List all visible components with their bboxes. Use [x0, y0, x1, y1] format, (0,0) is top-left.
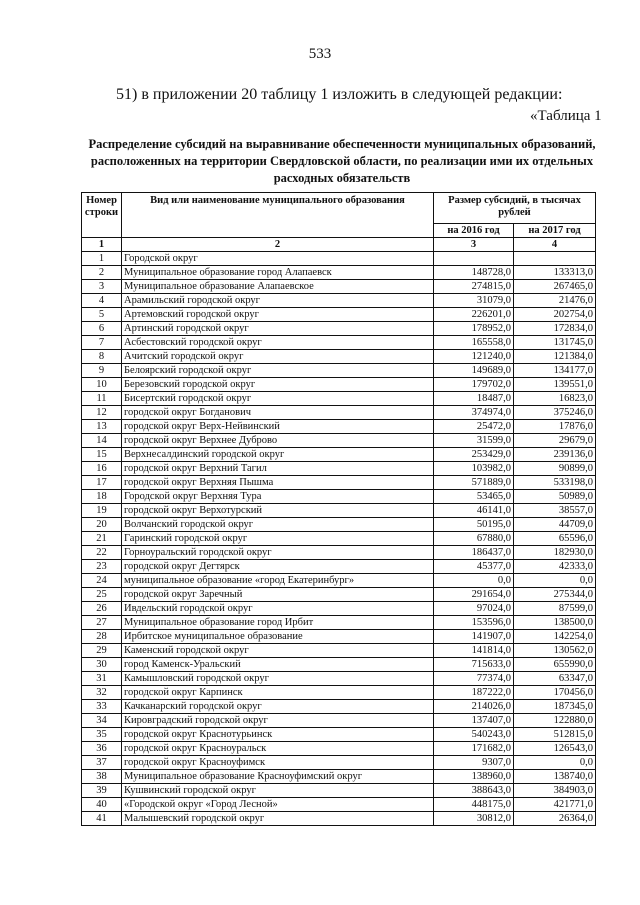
row-number-cell: 32 — [82, 686, 122, 700]
subsidy-2016-cell: 253429,0 — [434, 448, 514, 462]
subsidy-2016-cell: 141907,0 — [434, 630, 514, 644]
subsidy-2016-cell: 121240,0 — [434, 350, 514, 364]
subsidy-2016-cell: 186437,0 — [434, 546, 514, 560]
table-row — [82, 672, 596, 686]
subsidy-2017-cell: 90899,0 — [514, 462, 596, 476]
table-row — [82, 560, 596, 574]
row-number-cell: 17 — [82, 476, 122, 490]
municipality-name-cell: городской округ Краснотурьинск — [122, 728, 434, 742]
row-number-cell: 12 — [82, 406, 122, 420]
column-number: 3 — [434, 238, 514, 252]
subsidy-2017-cell: 131745,0 — [514, 336, 596, 350]
subsidy-2017-cell: 202754,0 — [514, 308, 596, 322]
municipality-name-cell: Муниципальное образование Алапаевское — [122, 280, 434, 294]
subsidy-2017-cell: 121384,0 — [514, 350, 596, 364]
municipality-name-cell: Кировградский городской округ — [122, 714, 434, 728]
subsidy-2017-cell: 182930,0 — [514, 546, 596, 560]
municipality-name-cell: Гаринский городской округ — [122, 532, 434, 546]
municipality-name-cell: городской округ Верхнее Дуброво — [122, 434, 434, 448]
table-row — [82, 756, 596, 770]
municipality-name-cell: городской округ Карпинск — [122, 686, 434, 700]
subsidy-2016-cell: 30812,0 — [434, 812, 514, 826]
municipality-name-cell: городской округ Верх-Нейвинский — [122, 420, 434, 434]
municipality-name-cell: Муниципальное образование город Ирбит — [122, 616, 434, 630]
row-number-cell: 34 — [82, 714, 122, 728]
header-municipality-name: Вид или наименование муниципального образования — [122, 193, 434, 238]
subsidy-2016-cell: 214026,0 — [434, 700, 514, 714]
subsidy-2017-cell: 126543,0 — [514, 742, 596, 756]
subsidy-2016-cell: 0,0 — [434, 574, 514, 588]
row-number-cell: 20 — [82, 518, 122, 532]
subsidy-2016-cell: 540243,0 — [434, 728, 514, 742]
row-number-cell: 9 — [82, 364, 122, 378]
subsidy-2017-cell: 267465,0 — [514, 280, 596, 294]
table-row — [82, 742, 596, 756]
row-number-cell: 27 — [82, 616, 122, 630]
municipality-name-cell: Артинский городской округ — [122, 322, 434, 336]
municipality-name-cell: Муниципальное образование город Алапаевск — [122, 266, 434, 280]
municipality-name-cell: Каменский городской округ — [122, 644, 434, 658]
table-row — [82, 364, 596, 378]
municipality-name-cell: город Каменск-Уральский — [122, 658, 434, 672]
subsidy-2017-cell: 133313,0 — [514, 266, 596, 280]
table-row — [82, 504, 596, 518]
municipality-name-cell: городской округ Верхняя Пышма — [122, 476, 434, 490]
row-number-cell: 31 — [82, 672, 122, 686]
table-row — [82, 294, 596, 308]
table-row — [82, 686, 596, 700]
table-row — [82, 434, 596, 448]
table-row — [82, 532, 596, 546]
row-number-cell: 7 — [82, 336, 122, 350]
subsidy-2016-cell: 148728,0 — [434, 266, 514, 280]
subsidy-2017-cell: 130562,0 — [514, 644, 596, 658]
subsidy-2017-cell: 26364,0 — [514, 812, 596, 826]
row-number-cell: 16 — [82, 462, 122, 476]
subsidy-2016-cell: 291654,0 — [434, 588, 514, 602]
municipality-name-cell: Горноуральский городской округ — [122, 546, 434, 560]
subsidy-2016-cell — [434, 252, 514, 266]
table-row — [82, 378, 596, 392]
municipality-name-cell: Городской округ Верхняя Тура — [122, 490, 434, 504]
subsidy-2017-cell: 375246,0 — [514, 406, 596, 420]
table-row — [82, 420, 596, 434]
municipality-name-cell: Городской округ — [122, 252, 434, 266]
table-row — [82, 322, 596, 336]
table-row — [82, 476, 596, 490]
subsidy-2016-cell: 141814,0 — [434, 644, 514, 658]
table-row — [82, 266, 596, 280]
subsidy-2016-cell: 31599,0 — [434, 434, 514, 448]
subsidy-2017-cell: 38557,0 — [514, 504, 596, 518]
subsidy-2016-cell: 18487,0 — [434, 392, 514, 406]
subsidy-2017-cell: 533198,0 — [514, 476, 596, 490]
table-row — [82, 616, 596, 630]
table-row — [82, 728, 596, 742]
subsidy-2016-cell: 187222,0 — [434, 686, 514, 700]
row-number-cell: 1 — [82, 252, 122, 266]
subsidy-2017-cell: 17876,0 — [514, 420, 596, 434]
subsidy-2017-cell: 170456,0 — [514, 686, 596, 700]
subsidy-2017-cell: 87599,0 — [514, 602, 596, 616]
table-row — [82, 770, 596, 784]
municipality-name-cell: Березовский городской округ — [122, 378, 434, 392]
subsidy-2016-cell: 9307,0 — [434, 756, 514, 770]
subsidy-2017-cell: 63347,0 — [514, 672, 596, 686]
table-row — [82, 630, 596, 644]
row-number-cell: 14 — [82, 434, 122, 448]
municipality-name-cell: «Городской округ «Город Лесной» — [122, 798, 434, 812]
page-number: 533 — [308, 46, 332, 62]
municipality-name-cell: муниципальное образование «город Екатеринбург» — [122, 574, 434, 588]
table-row — [82, 602, 596, 616]
municipality-name-cell: Камышловский городской округ — [122, 672, 434, 686]
header-subsidy-size: Размер субсидий, в тысячах рублей — [434, 193, 596, 224]
subsidy-2017-cell: 0,0 — [514, 756, 596, 770]
row-number-cell: 38 — [82, 770, 122, 784]
subsidy-2016-cell: 77374,0 — [434, 672, 514, 686]
subsidy-2016-cell: 25472,0 — [434, 420, 514, 434]
row-number-cell: 22 — [82, 546, 122, 560]
subsidy-2017-cell: 21476,0 — [514, 294, 596, 308]
row-number-cell: 24 — [82, 574, 122, 588]
row-number-cell: 23 — [82, 560, 122, 574]
table-row — [82, 546, 596, 560]
subsidy-2017-cell — [514, 252, 596, 266]
subsidy-2017-cell: 172834,0 — [514, 322, 596, 336]
row-number-cell: 10 — [82, 378, 122, 392]
subsidy-2016-cell: 149689,0 — [434, 364, 514, 378]
row-number-cell: 40 — [82, 798, 122, 812]
subsidy-2017-cell: 138740,0 — [514, 770, 596, 784]
table-row — [82, 392, 596, 406]
row-number-cell: 33 — [82, 700, 122, 714]
subsidy-2016-cell: 153596,0 — [434, 616, 514, 630]
row-number-cell: 36 — [82, 742, 122, 756]
subsidy-2016-cell: 97024,0 — [434, 602, 514, 616]
row-number-cell: 21 — [82, 532, 122, 546]
subsidy-2017-cell: 421771,0 — [514, 798, 596, 812]
subsidy-2016-cell: 53465,0 — [434, 490, 514, 504]
header-row-number: Номер строки — [82, 193, 122, 238]
subsidy-2017-cell: 139551,0 — [514, 378, 596, 392]
subsidy-2016-cell: 171682,0 — [434, 742, 514, 756]
subsidy-2017-cell: 275344,0 — [514, 588, 596, 602]
subsidy-2016-cell: 715633,0 — [434, 658, 514, 672]
subsidy-2016-cell: 45377,0 — [434, 560, 514, 574]
amendment-instruction: 51) в приложении 20 таблицу 1 изложить в следующей редакции: — [116, 86, 563, 103]
table-row — [82, 336, 596, 350]
column-number: 4 — [514, 238, 596, 252]
row-number-cell: 35 — [82, 728, 122, 742]
municipality-name-cell: Ачитский городской округ — [122, 350, 434, 364]
municipality-name-cell: Белоярский городской округ — [122, 364, 434, 378]
table-row — [82, 658, 596, 672]
subsidy-2016-cell: 374974,0 — [434, 406, 514, 420]
row-number-cell: 18 — [82, 490, 122, 504]
subsidy-2017-cell: 187345,0 — [514, 700, 596, 714]
municipality-name-cell: Кушвинский городской округ — [122, 784, 434, 798]
subsidy-2017-cell: 44709,0 — [514, 518, 596, 532]
subsidy-2017-cell: 138500,0 — [514, 616, 596, 630]
table-row — [82, 308, 596, 322]
header-year-2017: на 2017 год — [514, 224, 596, 238]
table-row — [82, 406, 596, 420]
municipality-name-cell: городской округ Красноуфимск — [122, 756, 434, 770]
row-number-cell: 30 — [82, 658, 122, 672]
column-number: 1 — [82, 238, 122, 252]
subsidy-2017-cell: 512815,0 — [514, 728, 596, 742]
row-number-cell: 41 — [82, 812, 122, 826]
subsidy-2017-cell: 655990,0 — [514, 658, 596, 672]
table-row — [82, 644, 596, 658]
table-row — [82, 350, 596, 364]
subsidy-2016-cell: 165558,0 — [434, 336, 514, 350]
row-number-cell: 2 — [82, 266, 122, 280]
municipality-name-cell: Ирбитское муниципальное образование — [122, 630, 434, 644]
row-number-cell: 13 — [82, 420, 122, 434]
subsidy-2016-cell: 178952,0 — [434, 322, 514, 336]
subsidy-2016-cell: 31079,0 — [434, 294, 514, 308]
municipality-name-cell: городской округ Верхний Тагил — [122, 462, 434, 476]
table-row — [82, 700, 596, 714]
table-row — [82, 574, 596, 588]
row-number-cell: 8 — [82, 350, 122, 364]
subsidy-2016-cell: 226201,0 — [434, 308, 514, 322]
subsidy-2016-cell: 50195,0 — [434, 518, 514, 532]
subsidy-2016-cell: 46141,0 — [434, 504, 514, 518]
row-number-cell: 25 — [82, 588, 122, 602]
table-row — [82, 588, 596, 602]
row-number-cell: 26 — [82, 602, 122, 616]
municipality-name-cell: Арамильский городской округ — [122, 294, 434, 308]
row-number-cell: 3 — [82, 280, 122, 294]
subsidy-2017-cell: 134177,0 — [514, 364, 596, 378]
row-number-cell: 28 — [82, 630, 122, 644]
subsidy-2016-cell: 571889,0 — [434, 476, 514, 490]
municipality-name-cell: Малышевский городской округ — [122, 812, 434, 826]
subsidy-2016-cell: 274815,0 — [434, 280, 514, 294]
municipality-name-cell: Бисертский городской округ — [122, 392, 434, 406]
subsidy-2017-cell: 29679,0 — [514, 434, 596, 448]
row-number-cell: 11 — [82, 392, 122, 406]
subsidy-2016-cell: 179702,0 — [434, 378, 514, 392]
table-row — [82, 448, 596, 462]
subsidy-2017-cell: 50989,0 — [514, 490, 596, 504]
column-number: 2 — [122, 238, 434, 252]
header-year-2016: на 2016 год — [434, 224, 514, 238]
row-number-cell: 19 — [82, 504, 122, 518]
table-body — [82, 252, 596, 826]
subsidy-2016-cell: 388643,0 — [434, 784, 514, 798]
subsidy-2016-cell: 448175,0 — [434, 798, 514, 812]
subsidy-2016-cell: 67880,0 — [434, 532, 514, 546]
table-row — [82, 462, 596, 476]
subsidy-2017-cell: 239136,0 — [514, 448, 596, 462]
document-title: Распределение субсидий на выравнивание обеспеченности муниципальных образований, расположенных на территории Свердловской области, по реализации ими их отдельных расходных обязательств — [88, 137, 596, 185]
municipality-name-cell: Асбестовский городской округ — [122, 336, 434, 350]
subsidies-table — [81, 192, 596, 826]
subsidy-2016-cell: 138960,0 — [434, 770, 514, 784]
subsidy-2017-cell: 384903,0 — [514, 784, 596, 798]
row-number-cell: 15 — [82, 448, 122, 462]
row-number-cell: 29 — [82, 644, 122, 658]
row-number-cell: 5 — [82, 308, 122, 322]
table-row — [82, 714, 596, 728]
row-number-cell: 6 — [82, 322, 122, 336]
table-label: «Таблица 1 — [530, 108, 602, 124]
table-row — [82, 490, 596, 504]
row-number-cell: 4 — [82, 294, 122, 308]
table-row — [82, 252, 596, 266]
municipality-name-cell: городской округ Дегтярск — [122, 560, 434, 574]
subsidy-2017-cell: 16823,0 — [514, 392, 596, 406]
subsidy-2017-cell: 142254,0 — [514, 630, 596, 644]
subsidy-2017-cell: 122880,0 — [514, 714, 596, 728]
table-row — [82, 784, 596, 798]
municipality-name-cell: Муниципальное образование Красноуфимский округ — [122, 770, 434, 784]
municipality-name-cell: Качканарский городской округ — [122, 700, 434, 714]
subsidy-2016-cell: 103982,0 — [434, 462, 514, 476]
table-row — [82, 798, 596, 812]
municipality-name-cell: городской округ Заречный — [122, 588, 434, 602]
municipality-name-cell: Артемовский городской округ — [122, 308, 434, 322]
municipality-name-cell: городской округ Красноуральск — [122, 742, 434, 756]
municipality-name-cell: Ивдельский городской округ — [122, 602, 434, 616]
subsidy-2017-cell: 65596,0 — [514, 532, 596, 546]
municipality-name-cell: Верхнесалдинский городской округ — [122, 448, 434, 462]
municipality-name-cell: городской округ Богданович — [122, 406, 434, 420]
table-row — [82, 812, 596, 826]
municipality-name-cell: Волчанский городской округ — [122, 518, 434, 532]
row-number-cell: 37 — [82, 756, 122, 770]
municipality-name-cell: городской округ Верхотурский — [122, 504, 434, 518]
subsidy-2017-cell: 42333,0 — [514, 560, 596, 574]
table-row — [82, 518, 596, 532]
table-row — [82, 280, 596, 294]
subsidy-2016-cell: 137407,0 — [434, 714, 514, 728]
row-number-cell: 39 — [82, 784, 122, 798]
subsidy-2017-cell: 0,0 — [514, 574, 596, 588]
